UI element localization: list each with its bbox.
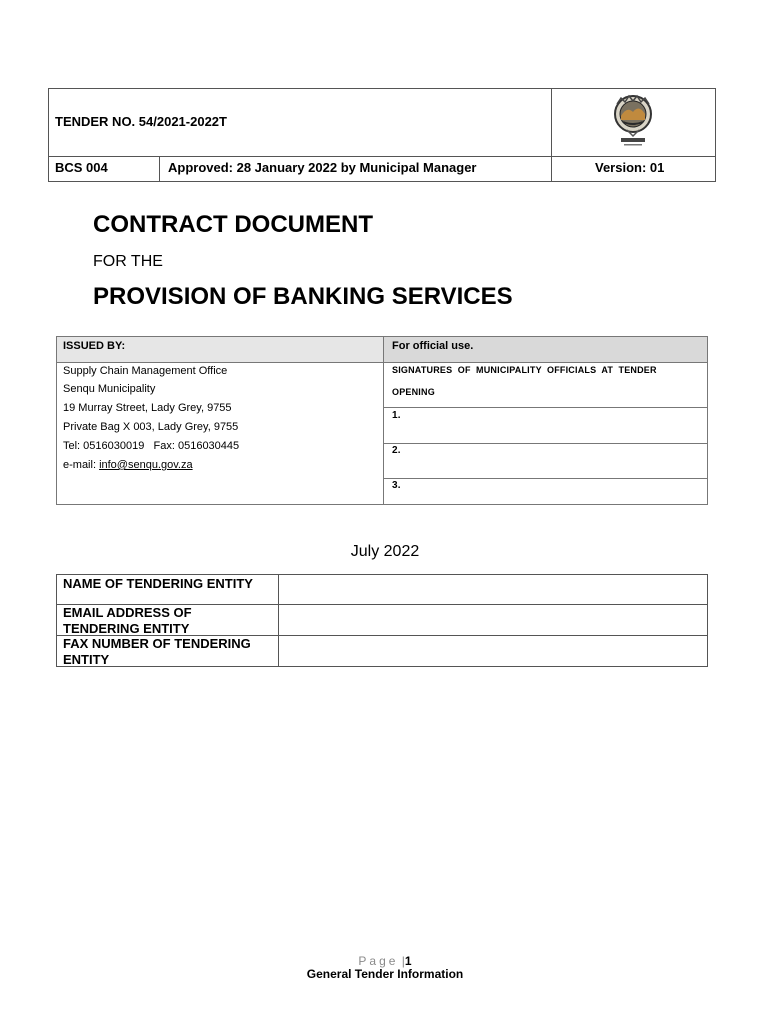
entity-name-field[interactable] xyxy=(279,575,707,604)
issued-by-table xyxy=(56,336,708,505)
entity-fax-label-line: FAX NUMBER OF TENDERING xyxy=(63,636,251,651)
email-line xyxy=(63,459,193,471)
tender-number: TENDER NO. 54/2021-2022T xyxy=(55,114,227,129)
entity-fax-label-line: ENTITY xyxy=(63,652,110,667)
entity-fax-field[interactable] xyxy=(279,636,707,666)
approval-text: Approved: 28 January 2022 by Municipal Manager xyxy=(168,160,477,175)
contact-line: Tel: 0516030019 Fax: 0516030445 xyxy=(63,440,240,452)
senqu-logo-icon xyxy=(609,92,657,148)
entity-fax-label xyxy=(63,636,251,668)
entity-table xyxy=(56,574,708,667)
signature-slot-3: 3. xyxy=(392,480,401,491)
signature-slot-1: 1. xyxy=(392,410,401,421)
address-line: 19 Murray Street, Lady Grey, 9755 xyxy=(63,402,232,414)
page-number-line xyxy=(0,954,770,968)
entity-email-label-line: EMAIL ADDRESS OF xyxy=(63,605,192,620)
address-line: Supply Chain Management Office xyxy=(63,365,228,377)
header-table xyxy=(48,88,716,182)
page-number: 1 xyxy=(404,954,412,968)
version-text: Version: 01 xyxy=(595,160,665,175)
document-title: CONTRACT DOCUMENT xyxy=(93,211,373,238)
entity-email-label xyxy=(63,605,192,637)
entity-name-label: NAME OF TENDERING ENTITY xyxy=(63,576,253,591)
page-separator: | xyxy=(401,954,405,968)
email-prefix: e-mail: xyxy=(63,459,100,471)
footer-section-title: General Tender Information xyxy=(306,967,464,981)
entity-email-field[interactable] xyxy=(279,605,707,635)
address-line: Private Bag X 003, Lady Grey, 9755 xyxy=(63,421,239,433)
signatures-heading-cont: OPENING xyxy=(392,387,435,397)
bcs-code: BCS 004 xyxy=(55,160,108,175)
document-subject: PROVISION OF BANKING SERVICES xyxy=(93,283,513,310)
document-date-row xyxy=(0,543,770,561)
document-date: July 2022 xyxy=(350,543,420,560)
document-subtitle-for: FOR THE xyxy=(93,253,163,270)
official-use-label: For official use. xyxy=(392,340,474,352)
email-link[interactable]: info@senqu.gov.za xyxy=(99,459,193,471)
signatures-heading: SIGNATURES OF MUNICIPALITY OFFICIALS AT TENDER xyxy=(392,365,657,375)
signature-slot-2: 2. xyxy=(392,445,401,456)
address-line: Senqu Municipality xyxy=(63,383,156,395)
entity-email-label-line: TENDERING ENTITY xyxy=(63,621,190,636)
issued-by-label: ISSUED BY: xyxy=(63,340,126,352)
page-word: Page xyxy=(358,954,399,968)
